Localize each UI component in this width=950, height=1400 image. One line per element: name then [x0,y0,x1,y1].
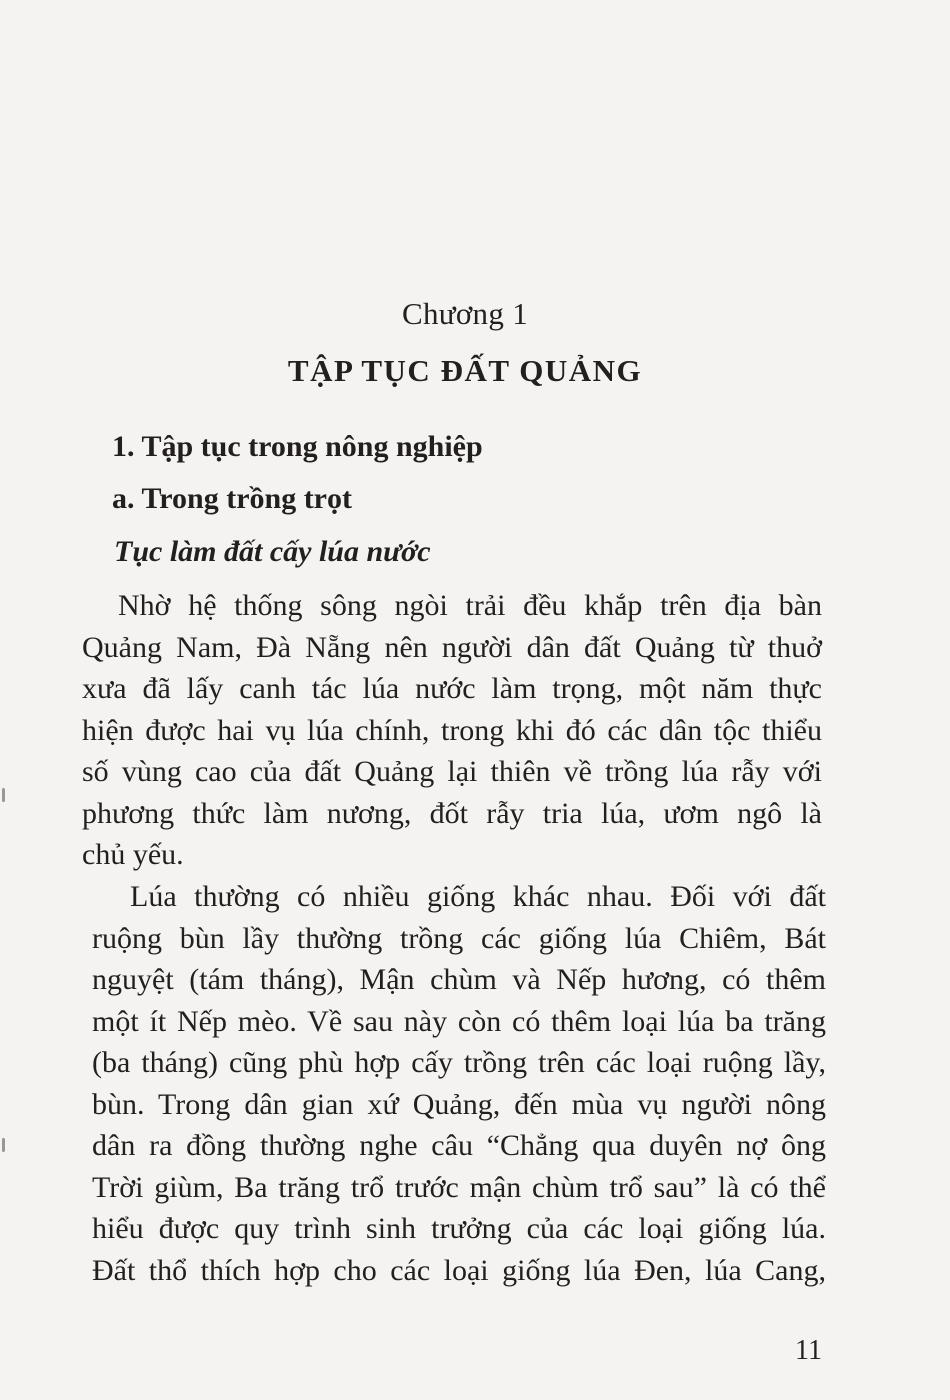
topic-heading: Tục làm đất cấy lúa nước [114,535,431,568]
paragraph-line: một ít Nếp mèo. Về sau này còn có thêm loại lúa ba trăng [92,1004,826,1038]
paragraph-2 [92,876,826,1291]
paragraph-line: (ba tháng) cũng phù hợp cấy trồng trên các loại ruộng lầy, [92,1046,826,1079]
paragraph-line: hiện được hai vụ lúa chính, trong khi đó các dân tộc thiểu [82,713,822,747]
margin-mark [2,788,5,802]
subsection-heading: a. Trong trồng trọt [112,482,352,515]
paragraph-line: phương thức làm nương, đốt rẫy tria lúa, ươm ngô là [82,796,822,830]
paragraph-line: Lúa thường có nhiều giống khác nhau. Đối với đất [130,880,826,913]
paragraph-line: bùn. Trong dân gian xứ Quảng, đến mùa vụ người nông [92,1087,826,1121]
paragraph-line: số vùng cao của đất Quảng lại thiên về trồng lúa rẫy với [82,755,822,788]
paragraph-1 [82,585,822,876]
paragraph-line: xưa đã lấy canh tác lúa nước làm trọng, một năm thực [82,672,822,705]
paragraph-line: hiểu được quy trình sinh trưởng của các loại giống lúa. [92,1212,826,1245]
paragraph-line: dân ra đồng thường nghe câu “Chẳng qua duyên nợ ông [92,1129,826,1162]
paragraph-line: Đất thổ thích hợp cho các loại giống lúa Đen, lúa Cang, [92,1253,826,1287]
paragraph-line: chủ yếu. [82,838,184,871]
paragraph-line: nguyệt (tám tháng), Mận chùm và Nếp hương, có thêm [92,963,826,996]
chapter-label: Chương 1 [401,296,529,331]
margin-mark [2,1138,5,1152]
paragraph-line: Quảng Nam, Đà Nẵng nên người dân đất Quảng từ thuở [82,630,822,664]
section-heading: 1. Tập tục trong nông nghiệp [112,430,483,463]
paragraph-line: ruộng bùn lầy thường trồng các giống lúa Chiêm, Bát [92,921,826,955]
page-number: 11 [795,1335,822,1366]
chapter-title: TẬP TỤC ĐẤT QUẢNG [287,353,643,388]
paragraph-line: Nhờ hệ thống sông ngòi trải đều khắp trên địa bàn [118,589,822,622]
paragraph-line: Trời giùm, Ba trăng trổ trước mận chùm trổ sau” là có thể [92,1170,826,1204]
